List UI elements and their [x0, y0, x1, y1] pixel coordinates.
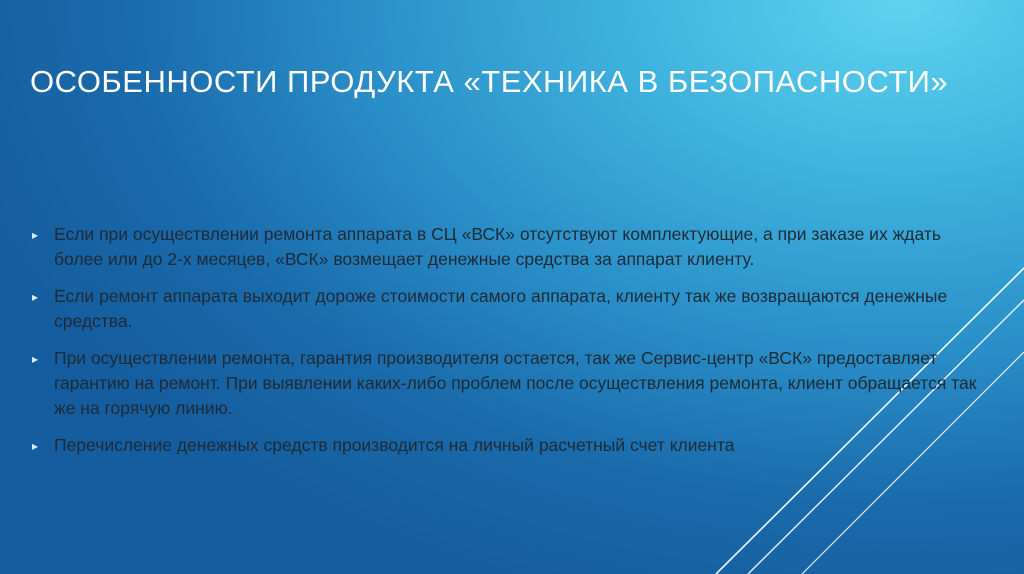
bullet-list	[32, 222, 982, 470]
triangle-bullet-icon: ▸	[32, 228, 39, 242]
bullet-text: Если при осуществлении ремонта аппарата в СЦ «ВСК» отсутствуют комплектующие, а при заказе их ждать более или до 2-х месяцев, «ВСК» возмещает денежные средства за аппарат клиенту.	[54, 224, 941, 269]
bullet-item	[32, 346, 982, 421]
bullet-text: Если ремонт аппарата выходит дороже стоимости самого аппарата, клиенту так же возвращаются денежные средства.	[54, 286, 948, 331]
bullet-item	[32, 284, 982, 334]
triangle-bullet-icon: ▸	[32, 439, 39, 453]
bullet-item	[32, 433, 982, 458]
bullet-item	[32, 222, 982, 272]
slide-title: ОСОБЕННОСТИ ПРОДУКТА «ТЕХНИКА В БЕЗОПАСНОСТИ»	[30, 64, 949, 99]
bullet-text: При осуществлении ремонта, гарантия производителя остается, так же Сервис-центр «ВСК» предоставляет гарантию на ремонт. При выявлении каких-либо проблем после осуществления ремонта, клиент обращается так же на горячую линию.	[54, 348, 977, 418]
triangle-bullet-icon: ▸	[32, 352, 39, 366]
triangle-bullet-icon: ▸	[32, 290, 39, 304]
bullet-text: Перечисление денежных средств производится на личный расчетный счет клиента	[54, 435, 735, 455]
